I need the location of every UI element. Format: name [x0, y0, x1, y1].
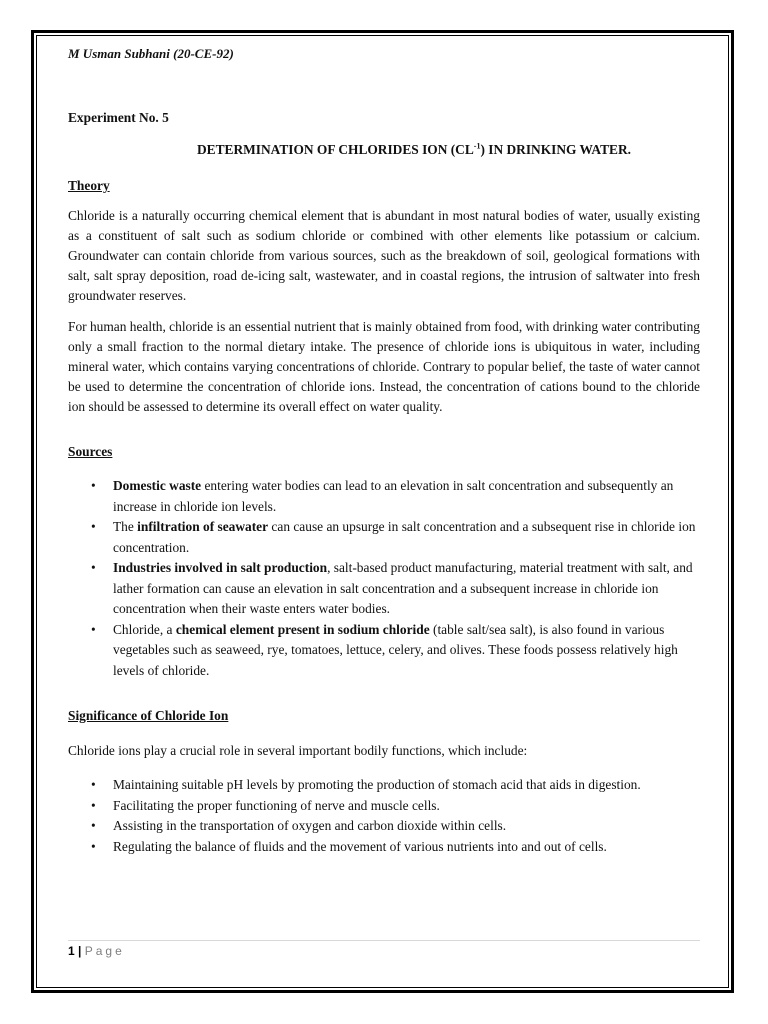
title-text-before: DETERMINATION OF CHLORIDES ION (CL: [197, 142, 474, 157]
bullet-icon: •: [91, 621, 96, 637]
bullet-icon: •: [91, 797, 96, 813]
author-line: M Usman Subhani (20-CE-92): [68, 46, 234, 61]
footer-divider: [68, 940, 700, 941]
significance-heading: Significance of Chloride Ion: [68, 708, 229, 723]
list-item: • Industries involved in salt production, salt-based product manufacturing, material treatment with salt, and lather formation can cause an elevation in salt concentration and a subsequent increase in chloride ion concentration when their waste enters water bodies.: [91, 560, 693, 616]
page-label: Page: [84, 944, 125, 958]
bullet-icon: •: [91, 838, 96, 854]
theory-heading: Theory: [68, 178, 110, 193]
list-item: • Maintaining suitable pH levels by promoting the production of stomach acid that aids in digestion.: [113, 775, 700, 796]
experiment-title: [68, 140, 700, 160]
list-item: • Regulating the balance of fluids and the movement of various nutrients into and out of cells.: [113, 837, 700, 858]
bullet-icon: •: [91, 478, 96, 493]
title-superscript: -1: [473, 141, 481, 151]
bullet-icon: •: [91, 560, 96, 575]
significance-list: [68, 775, 700, 857]
list-item: • Facilitating the proper functioning of nerve and muscle cells.: [113, 796, 700, 817]
theory-paragraph-2: For human health, chloride is an essential nutrient that is mainly obtained from food, with drinking water contributing only a small fraction to the normal dietary intake. The presence of chloride ions is ubiquitous in water, including mineral water, which contains varying concentrations of chloride. Contrary to popular belief, the taste of water cannot be used to determine the concentration of chloride ions. Instead, the concentration of cations bound to the chloride ion should be assessed to determine its overall effect on water quality.: [68, 319, 700, 414]
sources-heading: Sources: [68, 444, 113, 459]
title-text-after: ) IN DRINKING WATER.: [480, 142, 631, 157]
page-footer: [68, 943, 125, 959]
significance-intro: Chloride ions play a crucial role in several important bodily functions, which include:: [68, 743, 528, 758]
theory-paragraph-1: Chloride is a naturally occurring chemical element that is abundant in most natural bodies of water, usually existing as a constituent of salt such as sodium chloride or combined with other elements like potassium or calcium. Groundwater can contain chloride from various sources, such as the breakdown of soil, geological formations with salt, salt spray deposition, road de-icing salt, wastewater, and in coastal regions, the intrusion of saltwater into fresh groundwater reserves.: [68, 208, 700, 303]
list-item: • The infiltration of seawater can cause an upsurge in salt concentration and a subsequent rise in chloride ion concentration.: [91, 519, 696, 555]
sources-list: [68, 476, 700, 681]
page-number: 1: [68, 944, 75, 958]
list-item: • Assisting in the transportation of oxygen and carbon dioxide within cells.: [113, 816, 700, 837]
bullet-icon: •: [91, 818, 96, 833]
bullet-icon: •: [91, 519, 96, 534]
document-page: [68, 44, 700, 857]
list-item: • Domestic waste entering water bodies can lead to an elevation in salt concentration and subsequently an increase in chloride ion levels.: [91, 478, 674, 514]
bullet-icon: •: [91, 777, 96, 792]
footer-separator: |: [78, 944, 82, 958]
experiment-number: Experiment No. 5: [68, 110, 169, 125]
list-item: • Chloride, a chemical element present in sodium chloride (table salt/sea salt), is also found in various vegetables such as seaweed, rye, tomatoes, lettuce, celery, and olives. These foods possess relatively high levels of chloride.: [91, 621, 678, 678]
